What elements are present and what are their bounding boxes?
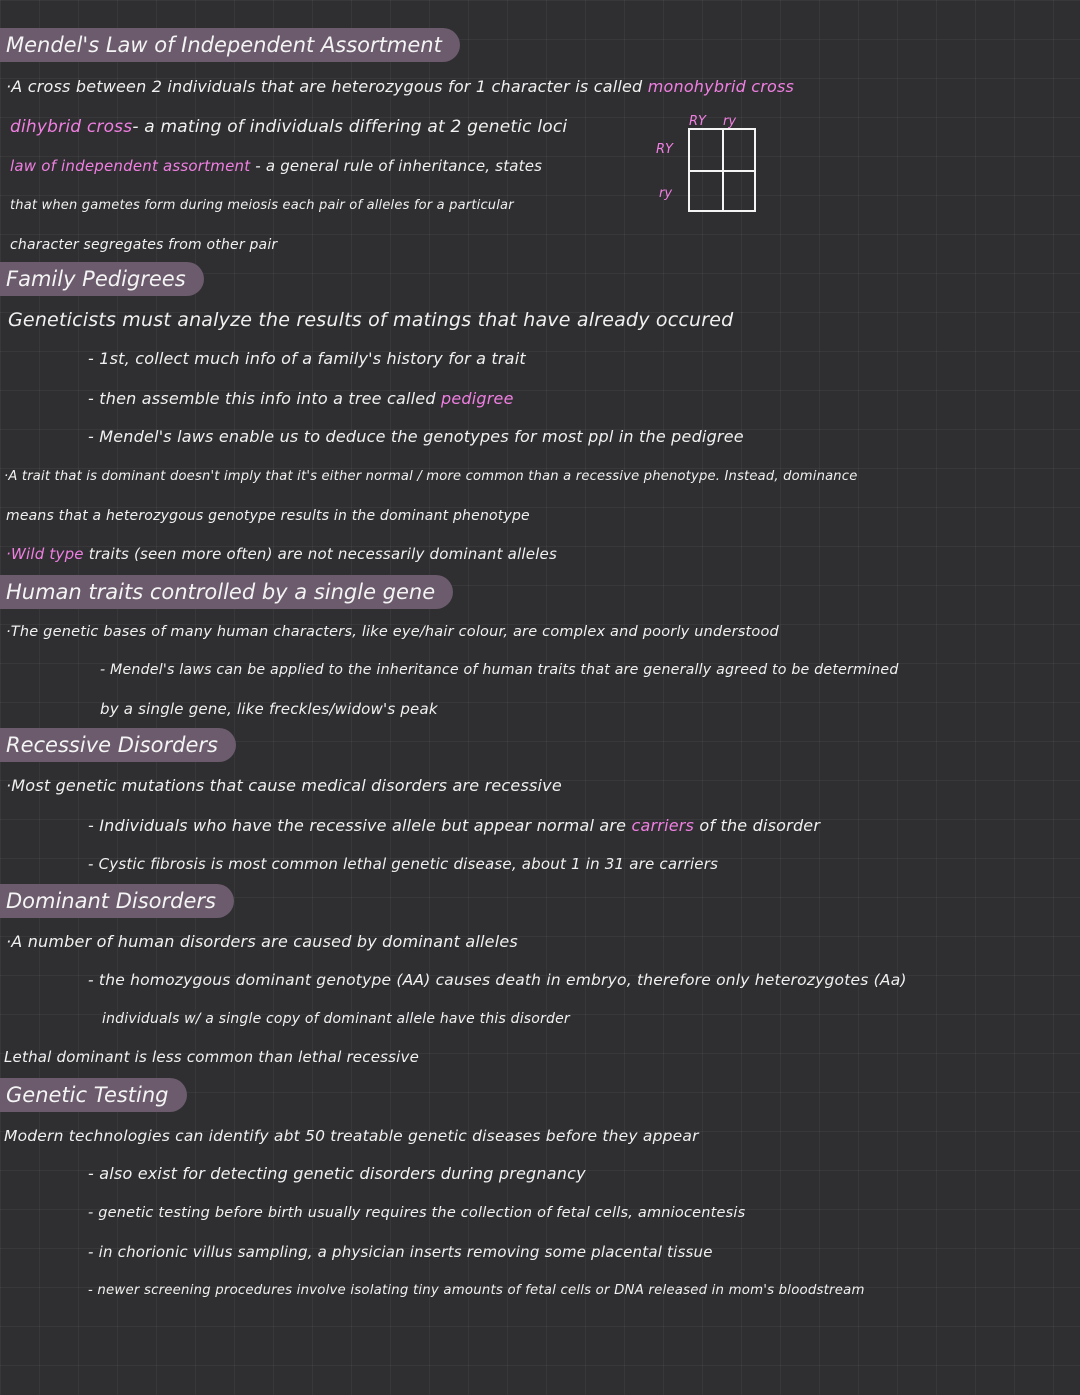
punnett-divider	[690, 170, 754, 172]
note-text: - Individuals who have the recessive allele but appear normal are	[88, 816, 627, 835]
term-carriers: carriers	[631, 816, 695, 835]
note-line: - Cystic fibrosis is most common lethal genetic disease, about 1 in 31 are carriers	[88, 855, 719, 873]
note-text: of the disorder	[699, 816, 821, 835]
punnett-square	[688, 128, 756, 212]
note-line	[6, 543, 557, 565]
term-dihybrid-cross: dihybrid cross	[10, 117, 133, 137]
term-independent-assortment: law of independent assortment	[10, 157, 251, 175]
note-line: by a single gene, like freckles/widow's peak	[100, 700, 438, 718]
note-line: - Mendel's laws can be applied to the inheritance of human traits that are generally agreed to be determined	[100, 662, 899, 678]
note-text: ·A cross between 2 individuals that are heterozygous for 1 character is called	[6, 77, 643, 96]
punnett-top-label: RY	[689, 114, 706, 129]
note-text: traits (seen more often) are not necessarily dominant alleles	[88, 545, 557, 563]
note-line	[6, 76, 886, 98]
term-pedigree: pedigree	[441, 389, 514, 408]
section-heading-dominant: Dominant Disorders	[0, 884, 234, 918]
note-text: - a general rule of inheritance, states	[255, 157, 543, 175]
note-line: Modern technologies can identify abt 50 treatable genetic diseases before they appear	[4, 1127, 699, 1145]
note-line: - also exist for detecting genetic disorders during pregnancy	[88, 1164, 586, 1183]
note-line: - newer screening procedures involve isolating tiny amounts of fetal cells or DNA released in mom's bloodstream	[88, 1283, 865, 1298]
note-line: character segregates from other pair	[10, 237, 278, 253]
note-line: ·Most genetic mutations that cause medical disorders are recessive	[6, 776, 562, 795]
punnett-left-label: ry	[659, 186, 673, 201]
note-line	[88, 388, 514, 410]
section-heading-recessive: Recessive Disorders	[0, 728, 236, 762]
section-heading-pedigrees: Family Pedigrees	[0, 262, 204, 296]
note-line: - Mendel's laws enable us to deduce the genotypes for most ppl in the pedigree	[88, 427, 744, 446]
note-line	[88, 815, 820, 837]
note-line: - the homozygous dominant genotype (AA) causes death in embryo, therefore only heterozygotes (Aa)	[88, 971, 907, 989]
section-heading-testing: Genetic Testing	[0, 1078, 187, 1112]
note-line: individuals w/ a single copy of dominant allele have this disorder	[102, 1011, 570, 1027]
note-line	[10, 155, 542, 177]
note-line	[10, 116, 567, 138]
note-line: Geneticists must analyze the results of matings that have already occured	[8, 309, 734, 331]
note-line: - in chorionic villus sampling, a physician inserts removing some placental tissue	[88, 1243, 713, 1261]
note-line: means that a heterozygous genotype results in the dominant phenotype	[6, 508, 530, 524]
note-line: - genetic testing before birth usually requires the collection of fetal cells, amniocentesis	[88, 1205, 746, 1221]
punnett-top-label: ry	[723, 114, 737, 129]
note-line: ·The genetic bases of many human characters, like eye/hair colour, are complex and poorly understood	[6, 624, 779, 640]
term-wild-type: ·Wild type	[6, 545, 84, 563]
note-text: - then assemble this info into a tree called	[88, 389, 436, 408]
section-heading-single-gene: Human traits controlled by a single gene	[0, 575, 453, 609]
note-line: that when gametes form during meiosis each pair of alleles for a particular	[10, 198, 514, 213]
section-heading-mendel: Mendel's Law of Independent Assortment	[0, 28, 460, 62]
note-text: - a mating of individuals differing at 2 genetic loci	[132, 117, 568, 137]
punnett-left-label: RY	[656, 142, 673, 157]
note-line: ·A number of human disorders are caused by dominant alleles	[6, 932, 518, 951]
note-line: - 1st, collect much info of a family's history for a trait	[88, 349, 526, 368]
term-monohybrid-cross: monohybrid cross	[647, 77, 795, 96]
note-line: Lethal dominant is less common than lethal recessive	[4, 1048, 420, 1066]
note-line: ·A trait that is dominant doesn't imply that it's either normal / more common than a recessive phenotype. Instead, dominance	[4, 469, 858, 484]
